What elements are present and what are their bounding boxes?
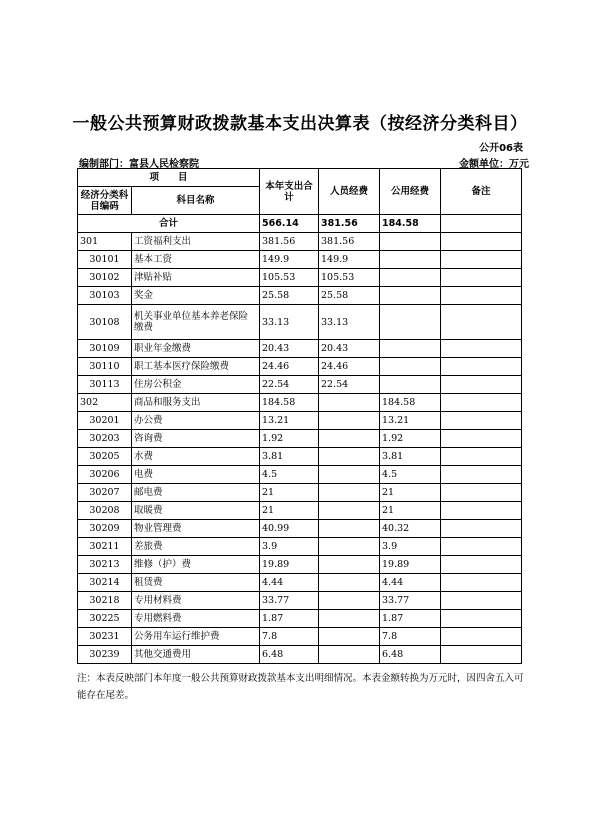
code-cell: 302 xyxy=(78,394,132,412)
table-row xyxy=(78,430,522,448)
table-row xyxy=(78,646,522,664)
public-cell: 40.32 xyxy=(380,520,441,538)
public-cell xyxy=(380,340,441,358)
code-cell: 30203 xyxy=(78,430,132,448)
name-cell: 物业管理费 xyxy=(132,520,260,538)
table-row xyxy=(78,305,522,340)
name-cell: 津贴补贴 xyxy=(132,269,260,287)
total-label: 合计 xyxy=(78,215,260,233)
total-cell: 20.43 xyxy=(260,340,319,358)
name-cell: 租赁费 xyxy=(132,574,260,592)
total-cell: 24.46 xyxy=(260,358,319,376)
personnel-cell xyxy=(319,394,380,412)
table-row xyxy=(78,520,522,538)
table-row xyxy=(78,376,522,394)
remark-cell xyxy=(441,574,522,592)
header-public: 公用经费 xyxy=(380,169,441,215)
header-code: 经济分类科目编码 xyxy=(78,187,132,215)
remark-cell xyxy=(441,376,522,394)
public-cell: 21 xyxy=(380,484,441,502)
header-total: 本年支出合计 xyxy=(260,169,319,215)
total-cell: 13.21 xyxy=(260,412,319,430)
table-row xyxy=(78,287,522,305)
table-row xyxy=(78,394,522,412)
code-cell: 30211 xyxy=(78,538,132,556)
total-cell: 6.48 xyxy=(260,646,319,664)
personnel-cell xyxy=(319,574,380,592)
total-public: 184.58 xyxy=(380,215,441,233)
name-cell: 商品和服务支出 xyxy=(132,394,260,412)
remark-cell xyxy=(441,251,522,269)
table-row xyxy=(78,556,522,574)
total-cell: 3.81 xyxy=(260,448,319,466)
code-cell: 30103 xyxy=(78,287,132,305)
public-cell: 19.89 xyxy=(380,556,441,574)
total-personnel: 381.56 xyxy=(319,215,380,233)
remark-cell xyxy=(441,628,522,646)
code-cell: 30207 xyxy=(78,484,132,502)
form-number: 公开06表 xyxy=(479,143,523,154)
personnel-cell: 381.56 xyxy=(319,233,380,251)
table-row xyxy=(78,466,522,484)
total-cell: 1.92 xyxy=(260,430,319,448)
table-row xyxy=(78,610,522,628)
remark-cell xyxy=(441,520,522,538)
table-row xyxy=(78,358,522,376)
personnel-cell: 105.53 xyxy=(319,269,380,287)
public-cell xyxy=(380,287,441,305)
code-cell: 30201 xyxy=(78,412,132,430)
header-name: 科目名称 xyxy=(132,187,260,215)
name-cell: 维修（护）费 xyxy=(132,556,260,574)
remark-cell xyxy=(441,448,522,466)
total-cell: 3.9 xyxy=(260,538,319,556)
total-cell: 19.89 xyxy=(260,556,319,574)
code-cell: 30205 xyxy=(78,448,132,466)
remark-cell xyxy=(441,269,522,287)
personnel-cell xyxy=(319,520,380,538)
budget-table xyxy=(77,168,522,664)
total-cell: 4.44 xyxy=(260,574,319,592)
code-cell: 30108 xyxy=(78,305,132,340)
total-cell: 21 xyxy=(260,484,319,502)
code-cell: 30208 xyxy=(78,502,132,520)
total-cell: 33.77 xyxy=(260,592,319,610)
personnel-cell: 20.43 xyxy=(319,340,380,358)
personnel-cell xyxy=(319,556,380,574)
name-cell: 专用燃料费 xyxy=(132,610,260,628)
personnel-cell: 149.9 xyxy=(319,251,380,269)
table-row xyxy=(78,269,522,287)
table-row xyxy=(78,233,522,251)
public-cell xyxy=(380,305,441,340)
name-cell: 其他交通费用 xyxy=(132,646,260,664)
total-cell: 149.9 xyxy=(260,251,319,269)
name-cell: 工资福利支出 xyxy=(132,233,260,251)
code-cell: 30109 xyxy=(78,340,132,358)
public-cell: 21 xyxy=(380,502,441,520)
public-cell: 7.8 xyxy=(380,628,441,646)
name-cell: 差旅费 xyxy=(132,538,260,556)
header-remark: 备注 xyxy=(441,169,522,215)
public-cell: 1.92 xyxy=(380,430,441,448)
name-cell: 机关事业单位基本养老保险缴费 xyxy=(132,305,260,340)
public-cell xyxy=(380,233,441,251)
name-cell: 职工基本医疗保险缴费 xyxy=(132,358,260,376)
personnel-cell xyxy=(319,412,380,430)
remark-cell xyxy=(441,305,522,340)
total-cell: 7.8 xyxy=(260,628,319,646)
personnel-cell xyxy=(319,484,380,502)
public-cell: 184.58 xyxy=(380,394,441,412)
code-cell: 30102 xyxy=(78,269,132,287)
name-cell: 住房公积金 xyxy=(132,376,260,394)
total-cell: 40.99 xyxy=(260,520,319,538)
table-row xyxy=(78,502,522,520)
header-row-1 xyxy=(78,169,522,187)
personnel-cell: 33.13 xyxy=(319,305,380,340)
code-cell: 30110 xyxy=(78,358,132,376)
remark-cell xyxy=(441,484,522,502)
total-cell: 22.54 xyxy=(260,376,319,394)
remark-cell xyxy=(441,466,522,484)
remark-cell xyxy=(441,538,522,556)
public-cell: 13.21 xyxy=(380,412,441,430)
personnel-cell xyxy=(319,466,380,484)
code-cell: 30231 xyxy=(78,628,132,646)
code-cell: 30213 xyxy=(78,556,132,574)
public-cell xyxy=(380,376,441,394)
name-cell: 公务用车运行维护费 xyxy=(132,628,260,646)
public-cell xyxy=(380,358,441,376)
remark-cell xyxy=(441,412,522,430)
total-cell: 1.87 xyxy=(260,610,319,628)
total-cell: 33.13 xyxy=(260,305,319,340)
remark-cell xyxy=(441,556,522,574)
remark-cell xyxy=(441,233,522,251)
remark-cell xyxy=(441,646,522,664)
department-label: 编制部门：富县人民检察院 xyxy=(79,159,199,170)
unit-label: 金额单位：万元 xyxy=(459,159,529,170)
personnel-cell: 25.58 xyxy=(319,287,380,305)
personnel-cell xyxy=(319,646,380,664)
remark-cell xyxy=(441,610,522,628)
code-cell: 30218 xyxy=(78,592,132,610)
total-cell: 184.58 xyxy=(260,394,319,412)
header-personnel: 人员经费 xyxy=(319,169,380,215)
public-cell xyxy=(380,251,441,269)
total-cell: 105.53 xyxy=(260,269,319,287)
name-cell: 办公费 xyxy=(132,412,260,430)
public-cell: 33.77 xyxy=(380,592,441,610)
personnel-cell xyxy=(319,538,380,556)
total-amount: 566.14 xyxy=(260,215,319,233)
public-cell: 6.48 xyxy=(380,646,441,664)
code-cell: 30239 xyxy=(78,646,132,664)
total-row xyxy=(78,215,522,233)
name-cell: 取暖费 xyxy=(132,502,260,520)
public-cell xyxy=(380,269,441,287)
public-cell: 1.87 xyxy=(380,610,441,628)
total-cell: 381.56 xyxy=(260,233,319,251)
code-cell: 30225 xyxy=(78,610,132,628)
personnel-cell xyxy=(319,502,380,520)
personnel-cell: 22.54 xyxy=(319,376,380,394)
personnel-cell xyxy=(319,430,380,448)
public-cell: 3.9 xyxy=(380,538,441,556)
code-cell: 30101 xyxy=(78,251,132,269)
remark-cell xyxy=(441,394,522,412)
remark-cell xyxy=(441,287,522,305)
code-cell: 301 xyxy=(78,233,132,251)
remark-cell xyxy=(441,592,522,610)
table-row xyxy=(78,448,522,466)
code-cell: 30206 xyxy=(78,466,132,484)
table-row xyxy=(78,592,522,610)
table-row xyxy=(78,628,522,646)
public-cell: 3.81 xyxy=(380,448,441,466)
footnote: 注：本表反映部门本年度一般公共预算财政拨款基本支出明细情况。本表金额转换为万元时，因四舍五入可能存在尾差。 xyxy=(77,673,524,701)
code-cell: 30214 xyxy=(78,574,132,592)
remark-cell xyxy=(441,430,522,448)
personnel-cell xyxy=(319,628,380,646)
table-row xyxy=(78,484,522,502)
code-cell: 30113 xyxy=(78,376,132,394)
remark-cell xyxy=(441,340,522,358)
total-cell: 25.58 xyxy=(260,287,319,305)
personnel-cell xyxy=(319,448,380,466)
personnel-cell: 24.46 xyxy=(319,358,380,376)
remark-cell xyxy=(441,502,522,520)
table-row xyxy=(78,412,522,430)
header-project: 项 目 xyxy=(78,169,260,187)
total-remark xyxy=(441,215,522,233)
remark-cell xyxy=(441,358,522,376)
table-row xyxy=(78,538,522,556)
name-cell: 奖金 xyxy=(132,287,260,305)
name-cell: 电费 xyxy=(132,466,260,484)
table-row xyxy=(78,251,522,269)
table-row xyxy=(78,340,522,358)
name-cell: 水费 xyxy=(132,448,260,466)
total-cell: 4.5 xyxy=(260,466,319,484)
public-cell: 4.44 xyxy=(380,574,441,592)
personnel-cell xyxy=(319,610,380,628)
code-cell: 30209 xyxy=(78,520,132,538)
name-cell: 职业年金缴费 xyxy=(132,340,260,358)
name-cell: 基本工资 xyxy=(132,251,260,269)
public-cell: 4.5 xyxy=(380,466,441,484)
table-row xyxy=(78,574,522,592)
name-cell: 咨询费 xyxy=(132,430,260,448)
name-cell: 邮电费 xyxy=(132,484,260,502)
name-cell: 专用材料费 xyxy=(132,592,260,610)
personnel-cell xyxy=(319,592,380,610)
total-cell: 21 xyxy=(260,502,319,520)
page-title: 一般公共预算财政拨款基本支出决算表（按经济分类科目） xyxy=(72,114,528,134)
